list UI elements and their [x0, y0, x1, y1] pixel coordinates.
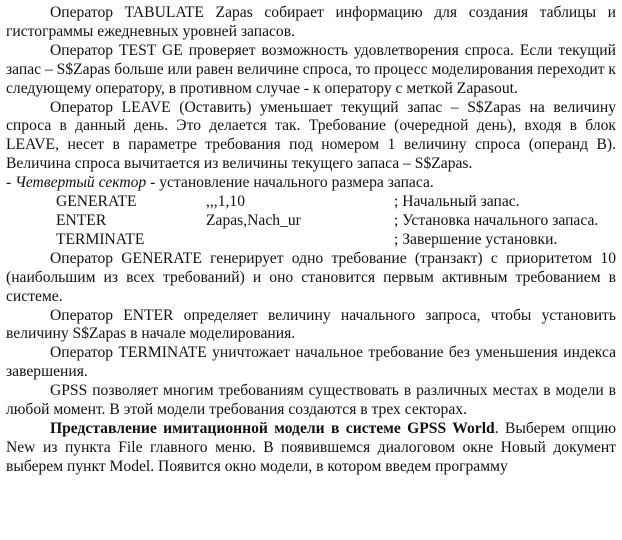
- paragraph-test-ge: Оператор TEST GE проверяет возможность удовлетворения спроса. Если текущий запас – S$Zapas больше или равен величине спроса, то процесс моделирования переходит к следующему оператору, в противном случае - к оператору с меткой Zapasout.: [6, 41, 616, 97]
- paragraph-enter: Оператор ENTER определяет величину начального запроса, чтобы установить величину S$Zapas в начале моделирования.: [6, 306, 616, 343]
- paragraph-tabulate: Оператор TABULATE Zapas собирает информацию для создания таблицы и гистограммы ежедневных уровней запасов.: [6, 4, 616, 40]
- paragraph-generate: Оператор GENERATE генерирует одно требование (транзакт) с приоритетом 10 (наибольшим из всех требований) и оно становится первым активным требованием в системе.: [6, 249, 616, 305]
- paragraph-terminate: Оператор TERMINATE уничтожает начальное требование без уменьшения индекса завершения.: [6, 344, 616, 381]
- code-operator: TERMINATE: [56, 230, 145, 248]
- code-comment: ; Начальный запас.: [394, 193, 520, 211]
- code-block: [6, 193, 616, 250]
- paragraph-gpss-world: [6, 420, 616, 477]
- code-comment: ; Установка начального запаса.: [394, 211, 599, 229]
- document-page: [6, 4, 616, 477]
- paragraph-fourth-sector: [6, 174, 616, 193]
- code-operands: [206, 231, 394, 250]
- section-text: . Выберем опцию New из пункта File главного меню. В появившемся диалоговом окне Новый документ выберем пункт Model. Появится окно модели, в котором введем программу: [6, 419, 616, 475]
- paragraph-gpss: GPSS позволяет многим требованиям существовать в различных местах в модели в любой момент. В этой модели требования создаются в трех секторах.: [6, 382, 616, 419]
- code-line: [6, 212, 616, 231]
- code-operator: GENERATE: [56, 193, 137, 211]
- code-line: [6, 231, 616, 250]
- code-line: [6, 193, 616, 212]
- code-comment: ; Завершение установки.: [394, 230, 558, 248]
- paragraph-leave: Оператор LEAVE (Оставить) уменьшает текущий запас – S$Zapas на величину спроса в данный день. Это делается так. Требование (очередной день), входя в блок LEAVE, несет в параметре требования под номером 1 величину спроса (операнд B). Величина спроса вычитается из величины текущего запаса – S$Zapas.: [6, 98, 616, 173]
- sector-description: - установление начального размера запаса.: [146, 174, 434, 192]
- code-operands: ,,,1,10: [206, 193, 245, 211]
- code-operands: Zapas,Nach_ur: [206, 211, 301, 229]
- sector-prefix: -: [6, 174, 16, 192]
- code-operator: ENTER: [56, 211, 107, 229]
- sector-title: Четвертый сектор: [15, 174, 147, 192]
- section-heading: Представление имитационной модели в системе GPSS World: [50, 419, 495, 437]
